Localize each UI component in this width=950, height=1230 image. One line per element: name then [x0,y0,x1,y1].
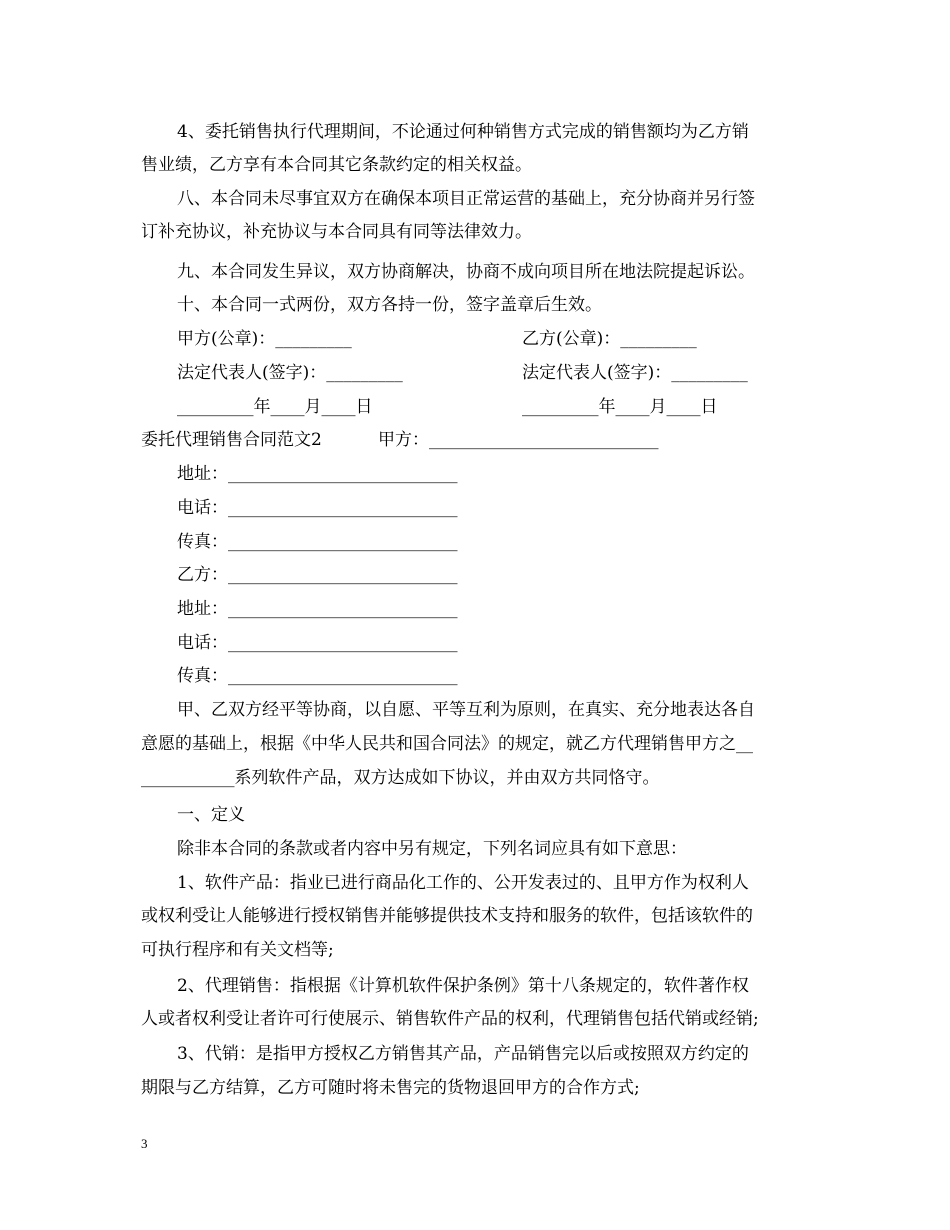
contract-2-party-a: 甲方：___________________________ [378,430,659,450]
party-b-fax: 传真：___________________________ [177,666,458,686]
definition-2-line-1: 2、代理销售：指根据《计算机软件保护条例》第十八条规定的，软件著作权 [177,976,749,996]
definition-1-line-3: 可执行程序和有关文档等; [141,940,334,960]
party-a-date: _________年____月____日 [177,397,373,417]
section-1-lead: 除非本合同的条款或者内容中另有规定，下列名词应具有如下意思： [177,839,687,859]
definition-3-line-2: 期限与乙方结算，乙方可随时将未售完的货物退回甲方的合作方式; [141,1078,640,1098]
party-a-seal: 甲方(公章)：_________ [177,329,352,349]
clause-4-line-1: 4、委托销售执行代理期间，不论通过何种销售方式完成的销售额均为乙方销 [177,122,749,142]
clause-8-line-1: 八、本合同未尽事宜双方在确保本项目正常运营的基础上，充分协商并另行签 [177,189,755,209]
section-1-title: 一、定义 [177,805,245,825]
clause-10: 十、本合同一式两份，双方各持一份，签字盖章后生效。 [177,295,602,315]
party-a-representative: 法定代表人(签字)：_________ [177,363,403,383]
definition-1-line-2: 或权利受让人能够进行授权销售并能够提供技术支持和服务的软件，包括该软件的 [141,906,753,926]
party-a-fax: 传真：___________________________ [177,532,458,552]
contract-2-heading: 委托代理销售合同范文2 [141,430,322,450]
intro-line-1: 甲、乙双方经平等协商，以自愿、平等互利为原则，在真实、充分地表达各自 [177,700,755,720]
contract-2-party-b: 乙方：___________________________ [177,565,458,585]
definition-1-line-1: 1、软件产品：指业已进行商品化工作的、公开发表过的、且甲方作为权利人 [177,873,749,893]
intro-line-2: 意愿的基础上，根据《中华人民共和国合同法》的规定，就乙方代理销售甲方之__ [141,734,753,754]
party-b-address: 地址：___________________________ [177,599,458,619]
party-b-date: _________年____月____日 [522,397,718,417]
definition-3-line-1: 3、代销：是指甲方授权乙方销售其产品，产品销售完以后或按照双方约定的 [177,1044,749,1064]
definition-2-line-2: 人或者权利受让者许可行使展示、销售软件产品的权利，代理销售包括代销或经销; [141,1009,759,1029]
party-b-representative: 法定代表人(签字)：_________ [522,363,748,383]
intro-line-3: ___________系列软件产品，双方达成如下协议，并由双方共同恪守。 [141,768,660,788]
page-number: 3 [141,1136,148,1151]
clause-8-line-2: 订补充协议，补充协议与本合同具有同等法律效力。 [141,222,532,242]
clause-4-line-2: 售业绩，乙方享有本合同其它条款约定的相关权益。 [141,155,532,175]
party-a-address: 地址：___________________________ [177,464,458,484]
party-b-phone: 电话：___________________________ [177,633,458,653]
party-b-seal: 乙方(公章)：_________ [522,329,697,349]
party-a-phone: 电话：___________________________ [177,498,458,518]
clause-9: 九、本合同发生异议，双方协商解决，协商不成向项目所在地法院提起诉讼。 [177,262,755,282]
